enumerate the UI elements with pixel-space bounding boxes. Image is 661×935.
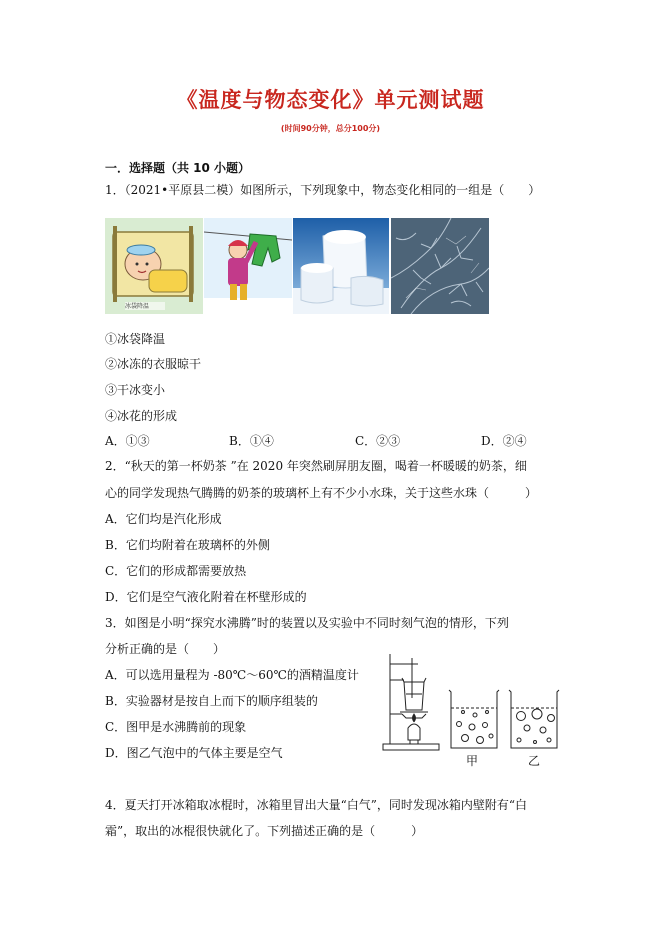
q1-image1-caption: 冰袋降温: [125, 303, 150, 310]
page-subtitle: (时间90分钟，总分100分): [280, 124, 381, 133]
q3-option-a[interactable]: A．可以选用量程为 -80℃～60℃的酒精温度计: [105, 668, 359, 682]
section-heading: 一．选择题（共 10 小题）: [105, 161, 251, 175]
q1-image-frozen-clothes: [204, 218, 292, 314]
q1-image-ice-bag: [105, 218, 203, 314]
q3-label-yi: 乙: [528, 754, 541, 768]
q1-stem: 1．（2021•平原县二模）如图所示，下列现象中，物态变化相同的一组是（ ）: [105, 183, 541, 197]
q1-item-3: ③干冰变小: [105, 383, 166, 397]
q1-item-4: ④冰花的形成: [105, 409, 178, 423]
page-title: 《温度与物态变化》单元测试题: [176, 88, 485, 112]
q4-stem-line2: 霜”，取出的冰棍很快就化了。下列描述正确的是（ ）: [105, 824, 424, 838]
q1-image-dry-ice: [293, 218, 389, 314]
q2-stem-line1: 2．“秋天的第一杯奶茶 ”在 2020 年突然刷屏朋友圈，喝着一杯暖暖的奶茶，细: [105, 459, 527, 473]
q2-stem-line2: 心的同学发现热气腾腾的奶茶的玻璃杯上有不少小水珠，关于这些水珠（ ）: [105, 486, 538, 500]
q2-option-c[interactable]: C．它们的形成都需要放热: [105, 564, 247, 578]
q3-bubble-figures: [447, 684, 563, 754]
q2-option-a[interactable]: A．它们均是汽化形成: [105, 512, 222, 526]
q1-image-ice-flower: [391, 218, 489, 314]
q2-option-b[interactable]: B．它们均附着在玻璃杯的外侧: [105, 538, 270, 552]
q1-item-1: ①冰袋降温: [105, 332, 166, 346]
q1-option-d[interactable]: D．②④: [481, 434, 527, 448]
q4-stem-line1: 4．夏天打开冰箱取冰棍时，冰箱里冒出大量“白气”，同时发现冰箱内壁附有“白: [105, 798, 528, 812]
q1-option-c[interactable]: C．②③: [355, 434, 401, 448]
q3-label-jia: 甲: [466, 754, 479, 768]
q3-option-b[interactable]: B．实验器材是按自上而下的顺序组装的: [105, 694, 318, 708]
q1-option-a[interactable]: A．①③: [105, 434, 150, 448]
q2-option-d[interactable]: D．它们是空气液化附着在杯壁形成的: [105, 590, 307, 604]
q3-option-c[interactable]: C．图甲是水沸腾前的现象: [105, 720, 247, 734]
q3-stem-line2: 分析正确的是（ ）: [105, 642, 226, 656]
q3-apparatus-figure: [382, 652, 442, 754]
q1-options-row: [105, 433, 555, 449]
q3-stem-line1: 3．如图是小明“探究水沸腾”时的装置以及实验中不同时刻气泡的情形，下列: [105, 616, 509, 630]
q1-option-b[interactable]: B．①④: [229, 434, 274, 448]
q3-option-d[interactable]: D．图乙气泡中的气体主要是空气: [105, 746, 283, 760]
q1-item-2: ②冰冻的衣服晾干: [105, 357, 202, 371]
